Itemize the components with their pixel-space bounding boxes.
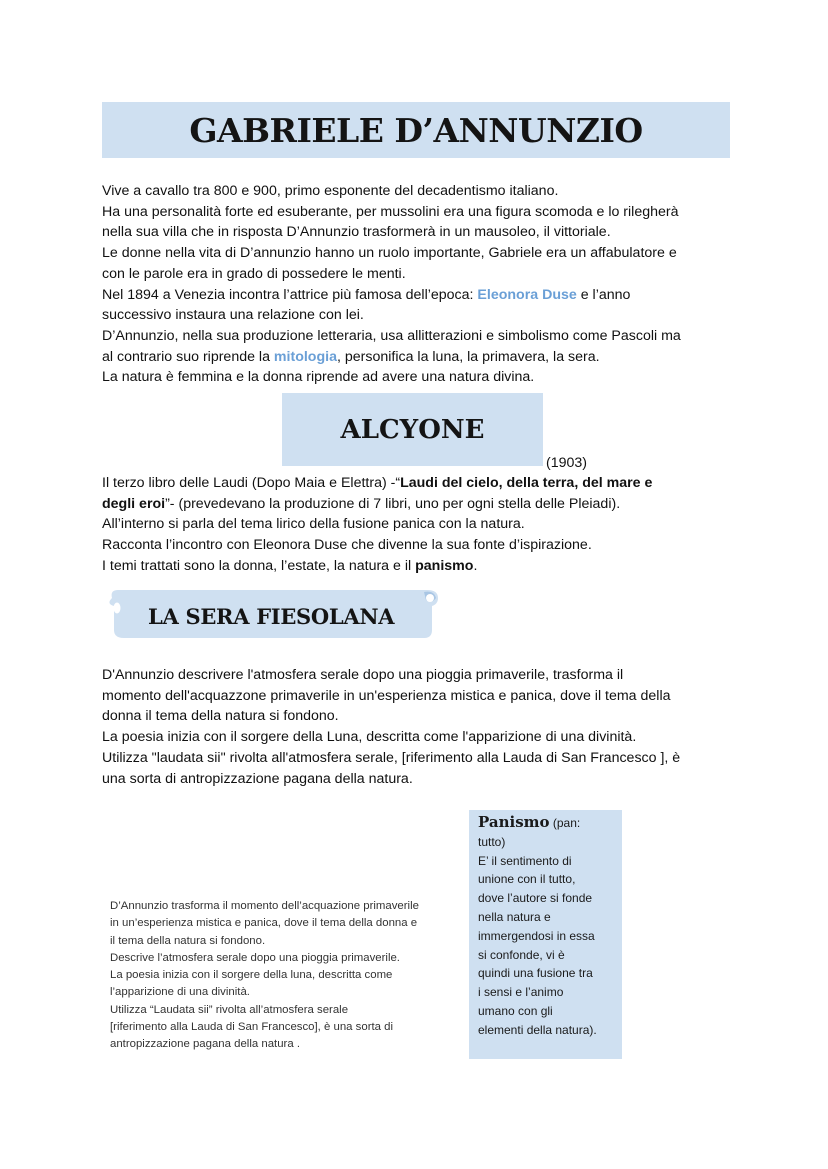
page-title: GABRIELE D’ANNUNZIO xyxy=(189,110,643,150)
text-line: si confonde, vi è xyxy=(478,947,565,962)
text-segment: (pan: xyxy=(549,816,581,830)
text-line xyxy=(102,494,742,515)
text-segment: I temi trattati sono la donna, l’estate, la natura e il xyxy=(102,557,416,574)
mitologia-highlight: mitologia xyxy=(273,348,337,365)
text-line: umano con gli xyxy=(478,1003,553,1018)
text-segment: al contrario suo riprende la xyxy=(102,348,274,365)
text-segment: , personifica la luna, la primavera, la sera. xyxy=(336,348,600,365)
text-line: Le donne nella vita di D’annunzio hanno un ruolo importante, Gabriele era un affabulatore e xyxy=(102,245,677,262)
alcyone-banner xyxy=(282,393,543,466)
title-banner xyxy=(102,102,730,158)
panismo-definition-box xyxy=(469,810,622,1059)
summary-quote xyxy=(110,898,472,1054)
text-line: D'Annunzio descrivere l'atmosfera serale dopo una pioggia primaverile, trasforma il xyxy=(102,667,624,683)
text-line: D’Annunzio, nella sua produzione letteraria, usa allitterazioni e simbolismo come Pascoli ma xyxy=(102,327,681,344)
text-line: in un’esperienza mistica e panica, dove il tema della donna e xyxy=(110,917,418,930)
text-line: E’ il sentimento di xyxy=(478,853,572,868)
text-line: Ha una personalità forte ed esuberante, per mussolini era una figura scomoda e lo rilegherà xyxy=(102,203,679,220)
bold-text: Laudi del cielo, della terra, del mare e xyxy=(400,475,653,491)
alcyone-paragraph xyxy=(102,473,742,577)
eleonora-duse-highlight: Eleonora Duse xyxy=(477,286,577,303)
text-line: quindi una fusione tra xyxy=(478,966,593,981)
sera-fiesolana-banner xyxy=(102,586,439,638)
text-line xyxy=(478,813,597,833)
text-line: La poesia inizia con il sorgere della Luna, descritta come l'apparizione di una divinità. xyxy=(102,729,637,746)
text-line: unione con il tutto, xyxy=(478,872,576,887)
alcyone-heading: ALCYONE xyxy=(340,414,485,445)
text-line: La poesia inizia con il sorgere della luna, descritta come xyxy=(110,969,393,982)
text-line: una sorta di antropizzazione pagana della natura. xyxy=(102,770,413,787)
alcyone-year: (1903) xyxy=(546,455,588,471)
sera-paragraph xyxy=(102,665,742,789)
text-line: dove l’autore si fonde xyxy=(478,891,593,906)
text-line: tutto) xyxy=(478,834,506,849)
text-line xyxy=(102,473,742,494)
bold-text: degli eroi xyxy=(102,495,166,512)
text-line: il tema della natura si fondono. xyxy=(110,934,266,947)
text-segment: e l’anno xyxy=(576,286,631,303)
bold-text: panismo xyxy=(415,557,474,574)
text-line xyxy=(102,347,742,368)
text-line: All’interno si parla del tema lirico della fusione panica con la natura. xyxy=(102,516,525,533)
text-segment: Il terzo libro delle Laudi (Dopo Maia e Elettra) -“ xyxy=(102,475,401,491)
text-line: nella natura e xyxy=(478,909,551,924)
sera-fiesolana-heading: LA SERA FIESOLANA xyxy=(148,604,395,629)
text-segment: . xyxy=(473,557,478,574)
text-line: Descrive l’atmosfera serale dopo una pioggia primaverile. xyxy=(110,951,400,964)
panismo-title: Panismo xyxy=(478,813,550,831)
text-segment: Nel 1894 a Venezia incontra l’attrice più famosa dell’epoca: xyxy=(102,286,478,303)
text-line: momento dell'acquazzone primaverile in un'esperienza mistica e panica, dove il tema della xyxy=(102,687,671,704)
panismo-text xyxy=(478,813,597,1040)
text-line: l’apparizione di una divinità. xyxy=(110,986,250,999)
text-line: con le parole era in grado di possedere le menti. xyxy=(102,265,406,282)
text-line: antropizzazione pagana della natura . xyxy=(110,1038,300,1051)
text-line: immergendosi in essa xyxy=(478,928,595,943)
text-line: donna il tema della natura si fondono. xyxy=(102,708,339,725)
text-line: Racconta l’incontro con Eleonora Duse che divenne la sua fonte d’ispirazione. xyxy=(102,537,592,554)
text-line: [riferimento alla Lauda di San Francesco], è una sorta di xyxy=(110,1021,394,1034)
text-line xyxy=(102,285,742,306)
text-line: successivo instaura una relazione con lei. xyxy=(102,307,364,324)
text-line: Vive a cavallo tra 800 e 900, primo esponente del decadentismo italiano. xyxy=(102,183,559,199)
text-line: nella sua villa che in risposta D’Annunzio trasformerà in un mausoleo, il vittoriale. xyxy=(102,224,611,241)
text-line xyxy=(102,556,742,577)
intro-paragraph xyxy=(102,181,742,388)
text-line: La natura è femmina e la donna riprende ad avere una natura divina. xyxy=(102,369,535,386)
text-line: D’Annunzio trasforma il momento dell’acquazione primaverile xyxy=(110,900,419,912)
text-line: i sensi e l’animo xyxy=(478,985,564,1000)
text-line: Utilizza “Laudata sii” rivolta all’atmosfera serale xyxy=(110,1003,349,1016)
text-line: Utilizza "laudata sii" rivolta all'atmosfera serale, [riferimento alla Lauda di San Francesco ], è xyxy=(102,749,681,766)
text-line: elementi della natura). xyxy=(478,1022,597,1037)
text-segment: ”- (prevedevano la produzione di 7 libri, uno per ogni stella delle Pleiadi). xyxy=(165,495,621,512)
